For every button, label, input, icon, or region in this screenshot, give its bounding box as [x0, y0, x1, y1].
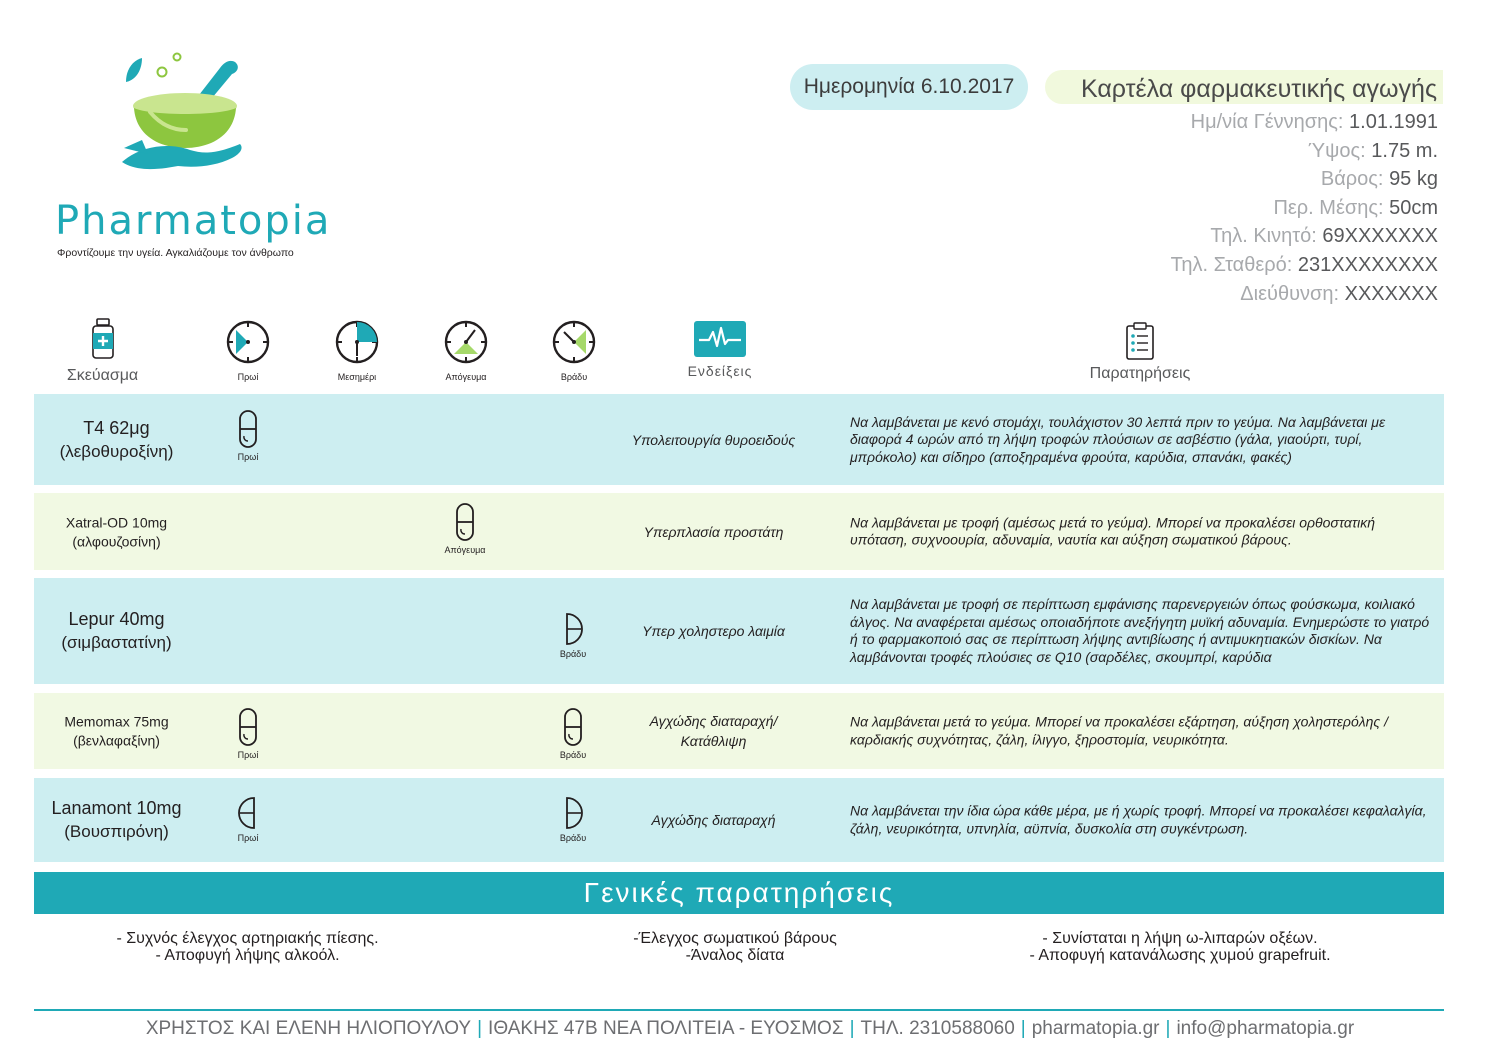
- indication: Αγχώδης διαταραχή: [651, 812, 776, 828]
- capsule-icon: [238, 707, 258, 747]
- patient-info: [1171, 108, 1438, 308]
- drug-name: Xatral-OD 10mg: [65, 514, 168, 530]
- drug-name: Lepur 40mg: [68, 609, 165, 629]
- indication: Υπερ χοληστερο λαιμία: [642, 623, 785, 639]
- half-tablet-icon: [563, 612, 583, 646]
- brand-name: Pharmatopia: [55, 198, 332, 244]
- drug-substance: (βενλαφαξίνη): [73, 732, 160, 749]
- capsule-icon: [563, 707, 583, 747]
- indication: Υπολειτουργία θυροειδούς: [631, 431, 796, 448]
- dose-evening: Βράδυ: [543, 612, 603, 659]
- footer-phone: ΤΗΛ. 2310588060: [860, 1018, 1015, 1039]
- patient-weight: Βάρος: 95 kg: [1320, 168, 1438, 191]
- dose-afternoon: Απόγευμα: [435, 502, 495, 555]
- general-remarks-col-1: - Συχνός έλεγχος αρτηριακής πίεσης. - Αποφυγή λήψης αλκοόλ.: [116, 930, 379, 964]
- capsule-icon: [238, 409, 258, 449]
- general-remarks-col-2: -Έλεγχος σωματικού βάρους -Άναλος δίατα: [633, 930, 837, 964]
- remarks-text: Να λαμβάνεται μετά το γεύμα. Μπορεί να προκαλέσει εξάρτηση, αύξηση χοληστερόλης / καρδιακής συχνότητας, ζάλη, ίλιγγο, ξηροστομία, νευρικότητα.: [850, 713, 1388, 747]
- drug-cell: [34, 798, 199, 842]
- col-noon: Μεσημέρι: [327, 318, 387, 382]
- footer-address: ΙΘΑΚΗΣ 47Β ΝΕΑ ΠΟΛΙΤΕΙΑ - ΕΥΟΣΜΟΣ: [488, 1018, 844, 1039]
- general-remarks-col-3: - Συνίσταται η λήψη ω-λιπαρών οξέων. - Αποφυγή κατανάλωσης χυμού grapefruit.: [1029, 930, 1331, 964]
- col-preparation: Σκεύασμα: [55, 318, 150, 385]
- drug-substance: (αλφουζοσίνη): [72, 533, 161, 549]
- drug-cell: [34, 714, 199, 749]
- footer-divider: [34, 1009, 1444, 1011]
- clipboard-icon: [1125, 322, 1155, 360]
- drug-cell: [34, 418, 199, 462]
- half-tablet-icon: [238, 796, 258, 830]
- card-title: Καρτέλα φαρμακευτικής αγωγής: [1045, 70, 1443, 104]
- patient-mobile: Τηλ. Κινητό: 69XXXXXXX: [1210, 225, 1438, 248]
- patient-landline: Τηλ. Σταθερό: 231XXXXXXXX: [1170, 253, 1438, 276]
- drug-substance: (λεβοθυροξίνη): [59, 441, 174, 461]
- dose-morning: Πρωί: [218, 409, 278, 462]
- col-morning: Πρωί: [218, 318, 278, 382]
- remarks-text: Να λαμβάνεται με κενό στομάχι, τουλάχιστον 30 λεπτά πριν το γεύμα. Να λαμβάνεται με διαφορά 4 ωρών από τη λήψη τροφών πλούσιων σε ασβέστιο (γάλα, γιαούρτι, τυρί, μπρόκολο) και σίδηρο (αποξηραμένα φρούτα, καρύδια, σπανάκι, φακές): [850, 413, 1386, 465]
- clock-morning-icon: [224, 318, 272, 364]
- col-indications: Ενδείξεις: [670, 320, 770, 379]
- dose-morning: Πρωί: [218, 707, 278, 760]
- drug-cell: [34, 609, 199, 653]
- medicine-bottle-icon: [90, 318, 116, 360]
- remarks-text: Να λαμβάνεται με τροφή σε περίπτωση εμφάνισης παρενεργειών όπως φούσκωμα, κοιλιακό άλγος. Να αναφέρεται αμέσως οποιαδήποτε ανεξήγητη μυϊκή αδυναμία. Ενημερώστε το γιατρό ή το φαρμακοποιό σας σε περίπτωση λήψης αντιβίωσης ή αντιμυκητιακών δισκίων. Να λαμβάνονται τροφές πλούσιες σε Q10 (σαρδέλες, σκουμπρί, καρύδια: [850, 596, 1430, 665]
- medication-row: [34, 394, 1444, 485]
- medication-row: [34, 493, 1444, 570]
- medication-row: [34, 578, 1444, 684]
- brand-tagline: Φροντίζουμε την υγεία. Αγκαλιάζουμε τον άνθρωπο: [57, 247, 294, 259]
- drug-name: Memomax 75mg: [64, 713, 169, 730]
- patient-waist: Περ. Μέσης: 50cm: [1273, 196, 1438, 219]
- patient-birthdate: Ημ/νία Γέννησης: 1.01.1991: [1190, 111, 1438, 133]
- col-evening: Βράδυ: [544, 318, 604, 382]
- remarks-text: Να λαμβάνεται με τροφή (αμέσως μετά το γεύμα). Μπορεί να προκαλέσει ορθοστατική υπόταση, συχνοουρία, αδυναμία, ναυτία και αύξηση σωματικού βάρους.: [850, 514, 1376, 548]
- capsule-icon: [455, 502, 475, 542]
- footer: ΧΡΗΣΤΟΣ ΚΑΙ ΕΛΕΝΗ ΗΛΙΟΠΟΥΛΟΥ | ΙΘΑΚΗΣ 47Β ΝΕΑ ΠΟΛΙΤΕΙΑ - ΕΥΟΣΜΟΣ | ΤΗΛ. 2310588060 | pharmatopia.gr | info@pharmatopia.gr: [145, 1018, 1355, 1039]
- clock-noon-icon: [333, 318, 381, 364]
- remarks-text: Να λαμβάνεται την ίδια ώρα κάθε μέρα, με ή χωρίς τροφή. Μπορεί να προκαλέσει κεφαλαλγία, ζάλη, νευρικότητα, υπνηλία, αϋπνία, δυσκολία στη συγκέντρωση.: [850, 802, 1427, 836]
- drug-name: T4 62μg: [83, 417, 150, 438]
- footer-owners: ΧΡΗΣΤΟΣ ΚΑΙ ΕΛΕΝΗ ΗΛΙΟΠΟΥΛΟΥ: [145, 1018, 472, 1039]
- dose-morning: Πρωί: [218, 796, 278, 843]
- drug-substance: (Βουσπιρόνη): [64, 822, 169, 841]
- clock-afternoon-icon: [442, 318, 490, 364]
- patient-address: Διεύθυνση: XXXXXXX: [1240, 282, 1438, 305]
- general-remarks-title: Γενικές παρατηρήσεις: [34, 872, 1444, 914]
- drug-substance: (σιμβαστατίνη): [61, 633, 172, 652]
- patient-height: Ύψος: 1.75 m.: [1308, 139, 1438, 162]
- indication: Υπερπλασία προστάτη: [643, 523, 784, 540]
- col-remarks: Παρατηρήσεις: [1075, 322, 1205, 383]
- footer-website-link[interactable]: pharmatopia.gr: [1031, 1018, 1160, 1039]
- drug-cell: [34, 514, 199, 549]
- dose-evening: Βράδυ: [543, 707, 603, 760]
- medication-row: [34, 778, 1444, 862]
- mortar-hand-icon: [120, 50, 250, 170]
- date-badge: Ημερομηνία 6.10.2017: [790, 64, 1028, 110]
- indication: Αγχώδης διαταραχή/Κατάθλιψη: [649, 713, 778, 749]
- drug-name: Lanamont 10mg: [51, 798, 182, 818]
- col-afternoon: Απόγευμα: [436, 318, 496, 382]
- clock-evening-icon: [550, 318, 598, 364]
- footer-email-link[interactable]: info@pharmatopia.gr: [1176, 1018, 1355, 1039]
- half-tablet-icon: [563, 796, 583, 830]
- heartbeat-icon: [693, 320, 747, 358]
- dose-evening: Βράδυ: [543, 796, 603, 843]
- medication-row: [34, 693, 1444, 769]
